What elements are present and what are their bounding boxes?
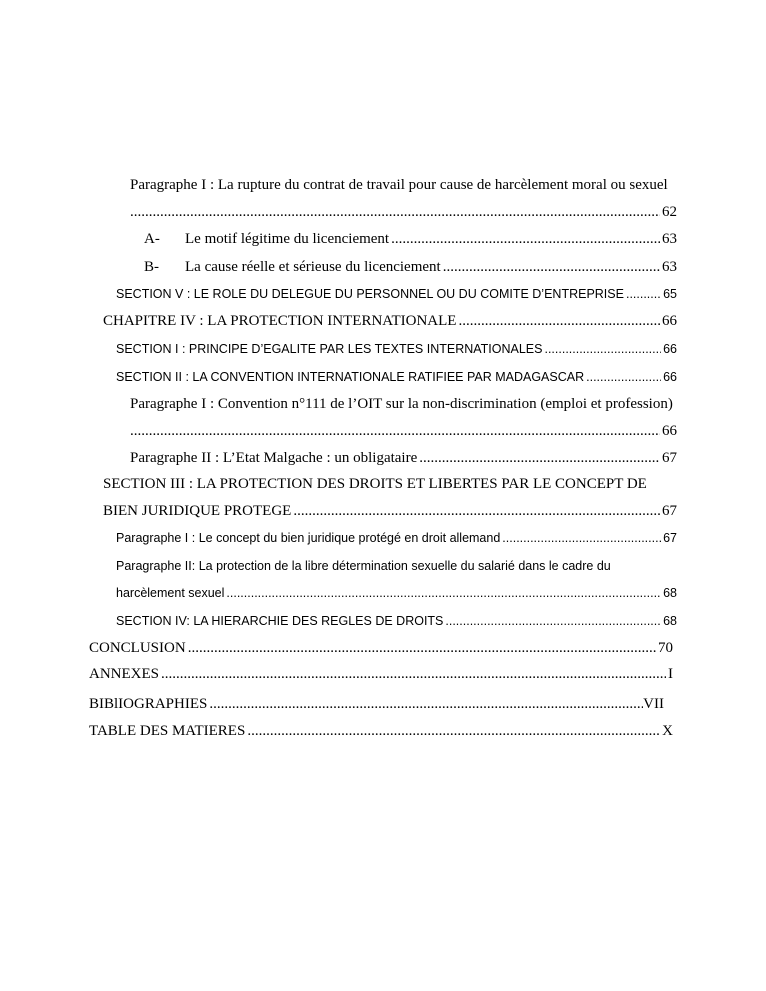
dot-leader xyxy=(209,696,643,713)
toc-entry-annexes[interactable] xyxy=(89,666,673,683)
toc-page-number: 66 xyxy=(663,370,677,384)
toc-entry-section-iv[interactable] xyxy=(116,614,677,628)
toc-entry-text: SECTION V : LE ROLE DU DELEGUE DU PERSONNEL OU DU COMITE D’ENTREPRISE xyxy=(116,287,624,301)
toc-entry-etat-malgache[interactable] xyxy=(130,450,677,467)
toc-entry-convention-text: Paragraphe I : Convention n°111 de l’OIT sur la non-discrimination (emploi et profession) xyxy=(130,396,673,412)
toc-page-number: 67 xyxy=(662,503,677,519)
toc-entry-text: ANNEXES xyxy=(89,666,159,682)
dot-leader xyxy=(293,503,660,520)
dot-leader xyxy=(188,640,656,657)
toc-entry-cause-reelle[interactable] xyxy=(144,259,677,276)
toc-page-number: 68 xyxy=(663,614,677,628)
toc-page-number: 63 xyxy=(662,231,677,247)
toc-entry-text: Paragraphe I : Le concept du bien juridique protégé en droit allemand xyxy=(116,531,501,545)
toc-item-marker: B- xyxy=(144,259,159,275)
toc-entry-table-matieres[interactable] xyxy=(89,723,673,740)
toc-page-number: VII xyxy=(643,696,664,712)
toc-entry-text: TABLE DES MATIERES xyxy=(89,723,246,739)
toc-page-number: 66 xyxy=(662,313,677,329)
dot-leader xyxy=(226,586,661,600)
toc-entry-text: CONCLUSION xyxy=(89,640,186,656)
toc-page-number: 66 xyxy=(663,342,677,356)
toc-entry-section-i[interactable] xyxy=(116,342,677,356)
dot-leader xyxy=(586,370,661,384)
dot-leader xyxy=(544,342,661,356)
toc-entry-rupture[interactable] xyxy=(130,204,677,221)
toc-page-number: I xyxy=(668,666,673,682)
toc-page-number: 68 xyxy=(663,586,677,600)
toc-entry-text: Paragraphe II : L’Etat Malgache : un obligataire xyxy=(130,450,418,466)
toc-entry-section-ii[interactable] xyxy=(116,370,677,384)
toc-item-marker: A- xyxy=(144,231,160,247)
dot-leader xyxy=(161,666,666,683)
toc-page-number: 65 xyxy=(663,287,677,301)
toc-entry-protection[interactable] xyxy=(116,586,677,600)
dot-leader xyxy=(445,614,661,628)
dot-leader xyxy=(391,231,660,248)
dot-leader xyxy=(502,531,661,545)
toc-entry-text: La cause réelle et sérieuse du licenciement xyxy=(185,259,441,275)
toc-entry-bibliographies[interactable] xyxy=(89,696,664,713)
dot-leader xyxy=(130,423,660,440)
toc-entry-chapitre-iv[interactable] xyxy=(103,313,677,330)
toc-entry-text: SECTION I : PRINCIPE D’EGALITE PAR LES TEXTES INTERNATIONALES xyxy=(116,342,543,356)
toc-page-number: 66 xyxy=(662,423,677,439)
toc-entry-text: BIEN JURIDIQUE PROTEGE xyxy=(103,503,292,519)
dot-leader xyxy=(247,723,660,740)
toc-entry-text: Le motif légitime du licenciement xyxy=(185,231,390,247)
toc-entry-convention[interactable] xyxy=(130,423,677,440)
toc-entry-rupture-text: Paragraphe I : La rupture du contrat de travail pour cause de harcèlement moral ou sexuel xyxy=(130,177,668,193)
dot-leader xyxy=(130,204,660,221)
toc-entry-protection-text: Paragraphe II: La protection de la libre détermination sexuelle du salarié dans le cadre du xyxy=(116,559,611,573)
toc-entry-text: SECTION II : LA CONVENTION INTERNATIONALE RATIFIEE PAR MADAGASCAR xyxy=(116,370,585,384)
toc-entry-conclusion[interactable] xyxy=(89,640,673,657)
toc-entry-section-v[interactable] xyxy=(116,287,677,301)
toc-entry-text: SECTION IV: LA HIERARCHIE DES REGLES DE DROITS xyxy=(116,614,444,628)
toc-entry-text: CHAPITRE IV : LA PROTECTION INTERNATIONALE xyxy=(103,313,457,329)
toc-page-number: 63 xyxy=(662,259,677,275)
toc-entry-text: BIBlIOGRAPHIES xyxy=(89,696,208,712)
dot-leader xyxy=(419,450,660,467)
toc-entry-section-iii-text: SECTION III : LA PROTECTION DES DROITS ET LIBERTES PAR LE CONCEPT DE xyxy=(103,476,647,492)
dot-leader xyxy=(443,259,660,276)
dot-leader xyxy=(458,313,660,330)
toc-page-number: 62 xyxy=(662,204,677,220)
toc-page-number: X xyxy=(662,723,673,739)
toc-entry-text: harcèlement sexuel xyxy=(116,586,225,600)
toc-page-number: 67 xyxy=(662,450,677,466)
toc-page-number: 70 xyxy=(658,640,673,656)
toc-entry-concept-bien-juridique[interactable] xyxy=(116,531,677,545)
dot-leader xyxy=(626,287,661,301)
toc-entry-motif-legitime[interactable] xyxy=(144,231,677,248)
toc-entry-section-iii[interactable] xyxy=(103,503,677,520)
toc-page-number: 67 xyxy=(663,531,677,545)
